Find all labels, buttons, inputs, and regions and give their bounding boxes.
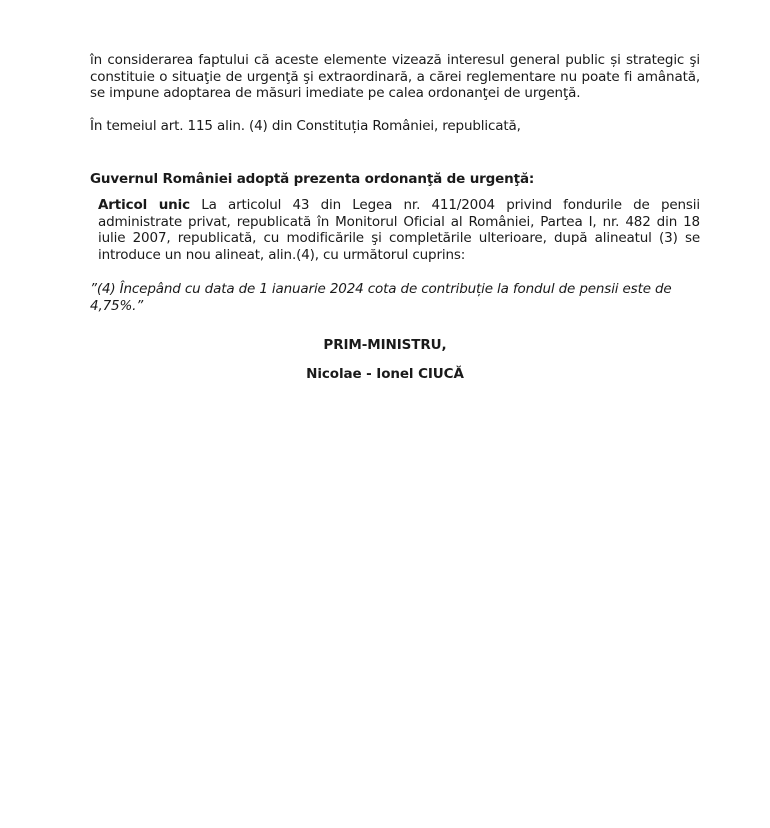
legal-basis-paragraph: În temeiul art. 115 alin. (4) din Constituția României, republicată,: [90, 118, 521, 134]
article-text: La articolul 43 din Legea nr. 411/2004 privind fondurile de pensii administrate privat, republicată în Monitorul Oficial al României, Partea I, nr. 482 din 18 iulie 2007, republicată, cu modificările şi completările ulterioare, după alineatul (3) se introduce un nou alineat, alin.(4), cu următorul cuprins:: [98, 197, 701, 263]
signature-name: Nicolae - Ionel CIUCĂ: [306, 366, 464, 382]
article-paragraph: [98, 197, 700, 263]
quoted-paragraph: ”(4) Începând cu data de 1 ianuarie 2024 cota de contribuție la fondul de pensii este de 4,75%.”: [90, 281, 672, 314]
signature-title: PRIM-MINISTRU,: [323, 337, 447, 353]
adoption-statement: Guvernul României adoptă prezenta ordonanţă de urgenţă:: [90, 171, 535, 187]
intro-paragraph: în considerarea faptului că aceste elemente vizează interesul general public și strategic şi constituie o situaţie de urgenţă şi extraordinară, a cărei reglementare nu poate fi amânată, se impune adoptarea de măsuri imediate pe calea ordonanţei de urgenţă.: [90, 52, 700, 101]
article-heading: Articol unic: [98, 197, 190, 213]
